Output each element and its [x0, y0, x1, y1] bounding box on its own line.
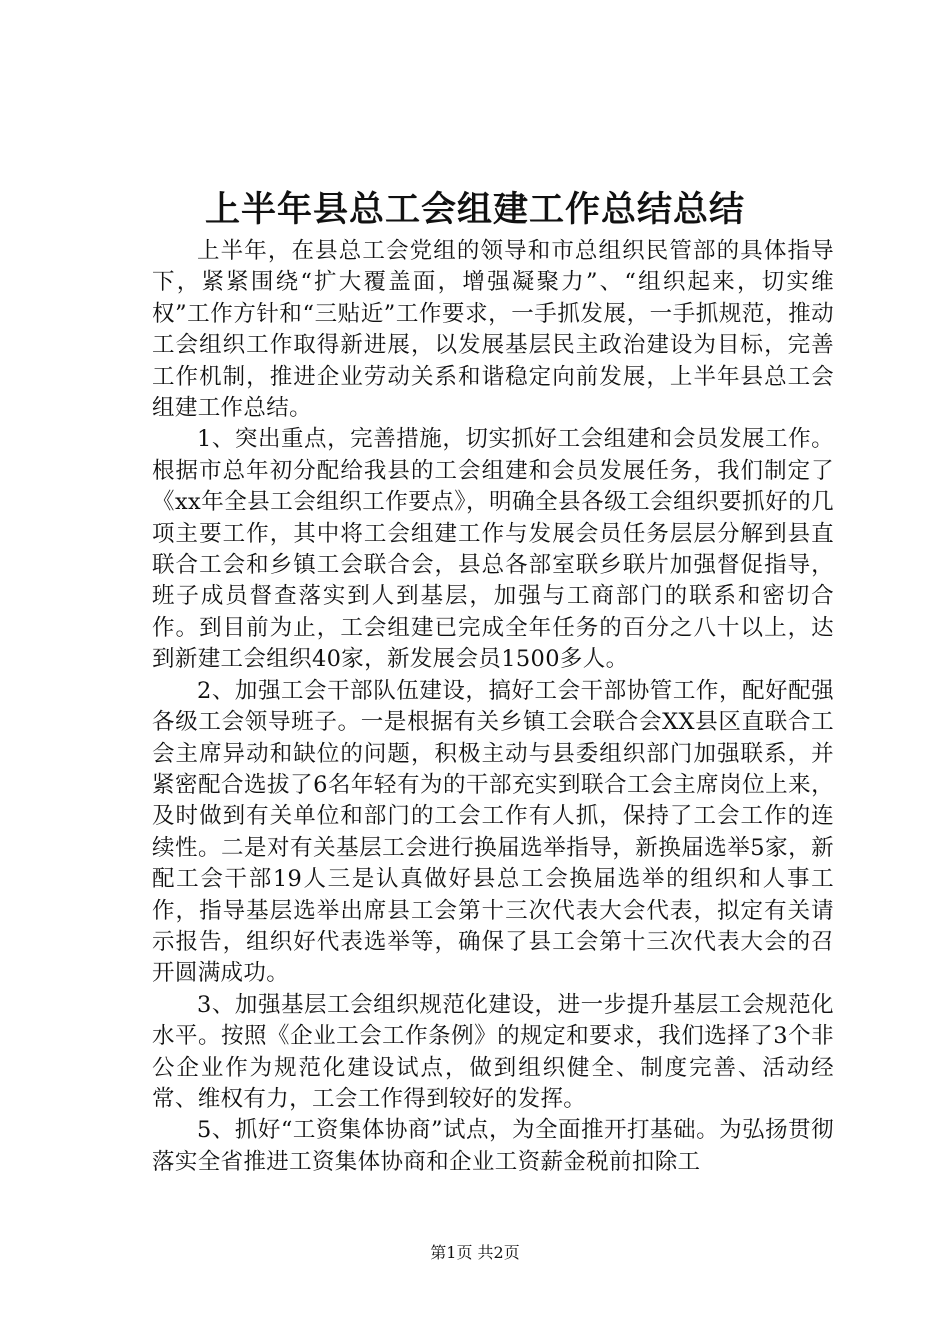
document-body: [152, 236, 834, 1178]
page-footer: 第1页 共2页: [430, 1243, 520, 1262]
paragraph-intro: 上半年，在县总工会党组的领导和市总组织民管部的具体指导下，紧紧围绕“扩大覆盖面，增强凝聚力”、“组织起来，切实维权”工作方针和“三贴近”工作要求，一手抓发展，一手抓规范，推动工会组织工作取得新进展，以发展基层民主政治建设为目标，完善工作机制，推进企业劳动关系和谐稳定向前发展，上半年县总工会组建工作总结。: [152, 238, 834, 422]
paragraph-section-5: 5、抓好“工资集体协商”试点，为全面推开打基础。为弘扬贯彻落实全省推进工资集体协商和企业工资薪金税前扣除工: [152, 1117, 834, 1175]
document-title: 上半年县总工会组建工作总结总结: [204, 189, 745, 230]
paragraph-section-2: 2、加强工会干部队伍建设，搞好工会干部协管工作，配好配强各级工会领导班子。一是根据有关乡镇工会联合会XX县区直联合工会主席异动和缺位的问题，积极主动与县委组织部门加强联系，并紧密配合选拔了6名年轻有为的干部充实到联合工会主席岗位上来，及时做到有关单位和部门的工会工作有人抓，保持了工会工作的连续性。二是对有关基层工会进行换届选举指导，新换届选举5家，新配工会干部19人三是认真做好县总工会换届选举的组织和人事工作，指导基层选举出席县工会第十三次代表大会代表，拟定有关请示报告，组织好代表选举等，确保了县工会第十三次代表大会的召开圆满成功。: [152, 677, 834, 987]
paragraph-section-3: 3、加强基层工会组织规范化建设，进一步提升基层工会规范化水平。按照《企业工会工作条例》的规定和要求，我们选择了3个非公企业作为规范化建设试点，做到组织健全、制度完善、活动经常、维权有力，工会工作得到较好的发挥。: [152, 991, 834, 1112]
paragraph-section-1: 1、突出重点，完善措施，切实抓好工会组建和会员发展工作。根据市总年初分配给我县的工会组建和会员发展任务，我们制定了《xx年全县工会组织工作要点》，明确全县各级工会组织要抓好的几项主要工作，其中将工会组建工作与发展会员任务层层分解到县直联合工会和乡镇工会联合会，县总各部室联乡联片加强督促指导，班子成员督查落实到人到基层，加强与工商部门的联系和密切合作。到目前为止，工会组建已完成全年任务的百分之八十以上，达到新建工会组织40家，新发展会员1500多人。: [152, 426, 834, 673]
